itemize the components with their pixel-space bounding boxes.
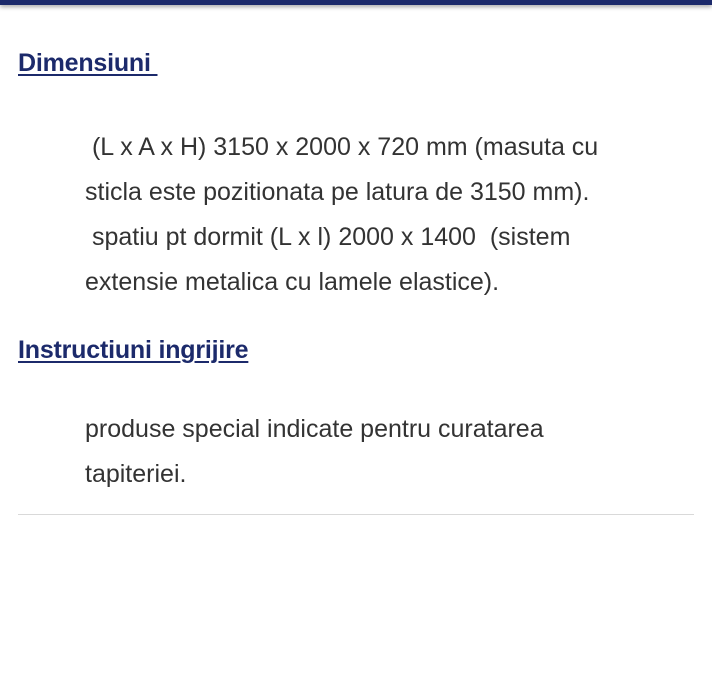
dimensions-section <box>18 49 694 305</box>
dimensions-heading: Dimensiuni <box>18 49 158 77</box>
section-divider <box>18 514 694 515</box>
care-instructions-body <box>18 407 694 497</box>
dimensions-line: extensie metalica cu lamele elastice). <box>85 268 500 296</box>
care-line: produse special indicate pentru curatarea <box>85 415 544 443</box>
care-instructions-heading: Instructiuni ingrijire <box>18 336 249 364</box>
care-line: tapiteriei. <box>85 460 187 488</box>
care-section <box>18 336 694 497</box>
dimensions-line: spatiu pt dormit (L x l) 2000 x 1400 (sistem <box>85 223 571 251</box>
dimensions-line: sticla este pozitionata pe latura de 3150 mm). <box>85 178 590 206</box>
product-details <box>18 49 694 497</box>
dimensions-line: (L x A x H) 3150 x 2000 x 720 mm (masuta cu <box>85 133 599 161</box>
top-navigation-bar <box>0 0 712 5</box>
dimensions-body <box>18 125 694 305</box>
